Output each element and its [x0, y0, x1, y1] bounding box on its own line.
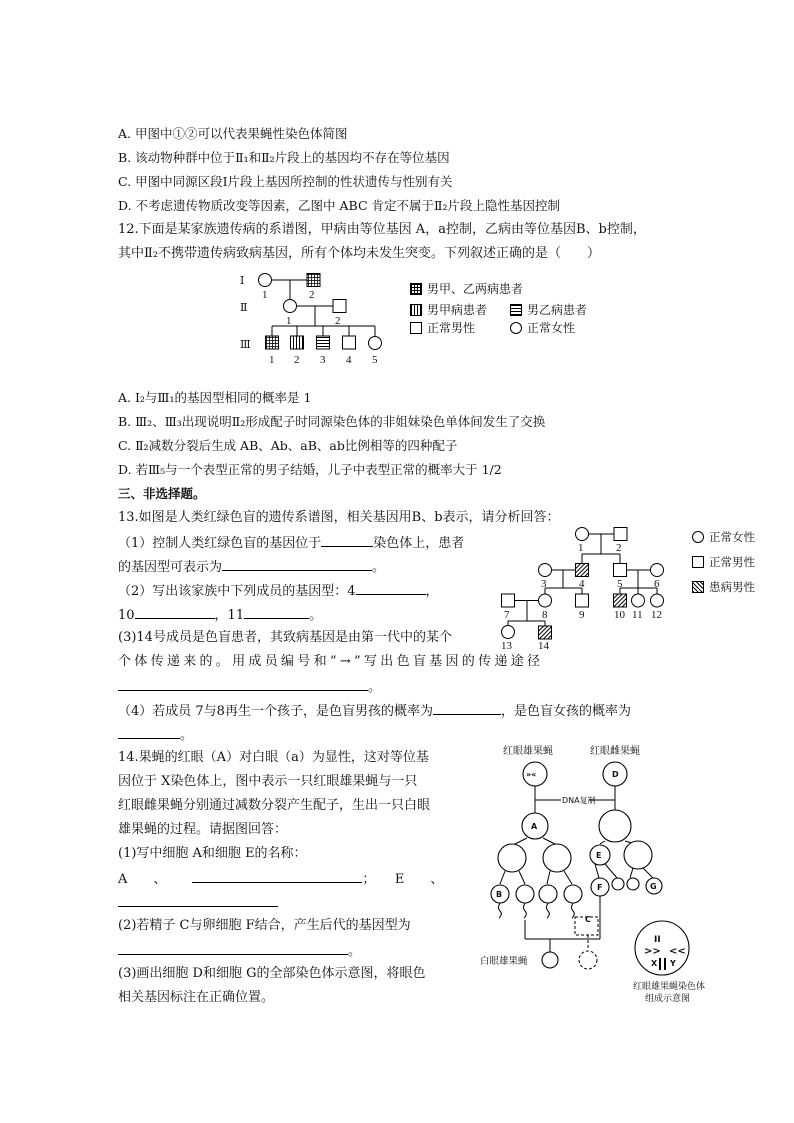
- svg-text:II: II: [654, 935, 661, 945]
- q13-answer-genotype[interactable]: [222, 557, 372, 571]
- q13-legend-normal-female: [692, 529, 755, 545]
- q13-p1-text-c: 的基因型可表示为: [118, 560, 223, 575]
- q13-answer-4[interactable]: [356, 581, 426, 595]
- q14-part2: (2)若精子 C与卵细胞 F结合，产生后代的基因型为: [118, 918, 411, 933]
- gen-label-II: Ⅱ: [240, 302, 248, 314]
- q13-stem: 13.如图是人类红绿色盲的遗传系谱图，相关基因用B、b表示，请分析回答：: [118, 510, 560, 525]
- q14-answer-genotype[interactable]: [118, 941, 348, 955]
- q13-p2-text-a: （2）写出该家族中下列成员的基因型：4: [118, 584, 356, 599]
- x-chrom-label: X: [651, 959, 658, 968]
- q12-legend-normal-female: [510, 319, 575, 336]
- q13-p1-text-b: 染色体上，患者: [373, 536, 465, 551]
- cell-e-label: E: [596, 851, 602, 860]
- spermatid-2: [516, 885, 534, 903]
- q14-part1-line2: [118, 893, 278, 913]
- dna-replication-label: DNA复制: [562, 796, 596, 805]
- I1-label: 1: [262, 289, 268, 301]
- q12-option-b: B. Ⅲ₂、Ⅲ₃出现说明Ⅱ₂形成配子时同源染色体的非姐妹染色单体间发生了交换: [118, 414, 546, 429]
- III4-label: 4: [346, 354, 352, 366]
- q11-option-b: B. 该动物种群中位于Ⅱ₁和Ⅱ₂片段上的基因均不存在等位基因: [118, 150, 450, 165]
- polar-body-1: [612, 878, 624, 890]
- q13-p1-text-a: （1）控制人类红绿色盲的基因位于: [118, 536, 322, 551]
- ind9-male: [576, 594, 589, 607]
- first-polar-body: [624, 841, 652, 869]
- q14-part1: (1)写中细胞 A和细胞 E的名称：: [118, 846, 307, 861]
- q11-option-c: C. 甲图中同源区段Ⅰ片段上基因所控制的性状遗传与性别有关: [118, 174, 453, 189]
- q13-part2-line1: [118, 581, 439, 601]
- karyotype-caption-2: 组成示意图: [645, 994, 691, 1004]
- III2-label: 2: [294, 354, 300, 366]
- q13-part1-line2: [118, 557, 385, 577]
- ind6-label: 6: [654, 578, 660, 590]
- legend-both-label: 男甲、乙两病患者: [427, 282, 524, 296]
- I2-male-both: [307, 274, 320, 287]
- q13-legend-male-label: 正常男性: [709, 555, 755, 569]
- q13-p1-end: 。: [372, 560, 386, 575]
- svg-text:<<: <<: [669, 946, 686, 957]
- ind3-label: 3: [541, 578, 547, 590]
- spermatid-3: [539, 885, 557, 903]
- normal-male-symbol: [692, 556, 704, 568]
- q13-p3-end: 。: [368, 680, 382, 695]
- ind14-label: 14: [538, 640, 549, 652]
- sperm-b: [499, 903, 502, 918]
- polar-body-2: [627, 878, 639, 890]
- secondary-spermatocyte-1: [498, 844, 526, 872]
- q13-p2-text-b: ，: [425, 584, 439, 599]
- dashed-zygote: [579, 951, 597, 969]
- ind8-female: [539, 594, 552, 607]
- female-primary-oocyte: [599, 810, 631, 842]
- normal-female-symbol: [510, 322, 522, 334]
- q14-stem-line3: 红眼雌果蝇分别通过减数分裂产生配子，生出一只白眼: [118, 798, 431, 813]
- legend-yi-label: 男乙病患者: [527, 303, 588, 317]
- q13-part1-line1: [118, 533, 464, 553]
- q13-answer-path[interactable]: [118, 677, 368, 691]
- q14-stem-line1: 14.果蝇的红眼（A）对白眼（a）为显性，这对等位基: [118, 750, 429, 765]
- ind2-male: [614, 528, 627, 541]
- II1-label: 1: [286, 315, 292, 327]
- q13-part4-line1: [118, 701, 631, 721]
- sperm-c: [572, 903, 575, 918]
- II1-female: [284, 300, 297, 313]
- II2-male: [333, 300, 346, 313]
- ind8-label: 8: [542, 609, 548, 621]
- q12-stem-line1: 12.下面是某家族遗传病的系谱图，甲病由等位基因 A，a控制，乙病由等位基因B、b控制，: [118, 222, 646, 237]
- svg-text:»«: »«: [526, 770, 537, 779]
- secondary-spermatocyte-2: [543, 844, 571, 872]
- jia-disease-symbol: [410, 304, 422, 316]
- ind4-label: 4: [579, 578, 585, 590]
- ind2-label: 2: [616, 542, 622, 554]
- q12-legend-yi: [510, 301, 587, 318]
- q13-answer-boy[interactable]: [433, 701, 501, 715]
- III1-label: 1: [269, 354, 275, 366]
- q14-answer-a[interactable]: [192, 869, 362, 883]
- q14-answer-e[interactable]: [118, 893, 278, 907]
- q14-p2-end: 。: [348, 944, 362, 959]
- cell-d-label: D: [612, 770, 619, 779]
- sperm-3: [547, 903, 550, 918]
- q11-option-d: D. 不考虑遗传物质改变等因素，乙图中 ABC 肯定不属于Ⅱ₂片段上隐性基因控制: [118, 198, 560, 213]
- q14-meiosis-diagram: [475, 742, 720, 1012]
- ind1-label: 1: [578, 542, 584, 554]
- q13-part3-line2: 个体传递来的。用成员编号和“→”写出色盲基因的传递途径: [118, 654, 544, 669]
- section-3-heading: 三、非选择题。: [118, 486, 206, 501]
- cell-a-label: A: [531, 822, 538, 831]
- q13-p2-text-c: 10: [118, 608, 135, 623]
- ind13-female: [502, 626, 515, 639]
- q13-part3-line1: (3)14号成员是色盲患者，其致病基因是由第一代中的某个: [118, 630, 452, 645]
- q13-legend-female-label: 正常女性: [709, 530, 755, 544]
- q11-option-a: A. 甲图中①②可以代表果蝇性染色体简图: [118, 126, 348, 141]
- q13-pedigree-diagram: [490, 522, 680, 652]
- q13-p2-text-d: ，11: [214, 608, 245, 623]
- q14-part1-answers: [118, 869, 443, 889]
- cell-f-label: F: [597, 883, 603, 892]
- III2-male-jia: [291, 336, 304, 349]
- karyotype-caption-1: 红眼雄果蝇染色体: [633, 982, 706, 992]
- ind10-affected-male: [614, 594, 627, 607]
- q14-label-a: A 、: [118, 872, 167, 887]
- gen-label-I: Ⅰ: [240, 275, 245, 287]
- q14-stem-line4: 雄果蝇的过程。请据图回答：: [118, 822, 288, 837]
- legend-normal-female-label: 正常女性: [527, 321, 576, 335]
- affected-male-symbol: [692, 581, 704, 593]
- legend-jia-label: 男甲病患者: [427, 303, 488, 317]
- cell-g-label: G: [650, 882, 657, 891]
- q13-legend-normal-male: [692, 554, 755, 570]
- y-chrom-label: Y: [670, 959, 676, 968]
- ind12-label: 12: [651, 609, 662, 621]
- ind7-label: 7: [504, 609, 510, 621]
- q13-legend-affected-label: 患病男性: [709, 580, 755, 594]
- III5-label: 5: [372, 354, 378, 366]
- III5-female: [369, 337, 382, 350]
- q12-option-a: A. Ⅰ₂与Ⅲ₁的基因型相同的概率是 1: [118, 390, 312, 405]
- q13-p2-end: 。: [309, 608, 323, 623]
- q14-stem-line2: 因位于 X染色体上，图中表示一只红眼雄果蝇与一只: [118, 774, 418, 789]
- ind11-female: [632, 594, 645, 607]
- svg-text:>>: >>: [644, 946, 661, 957]
- cell-b-label: B: [496, 890, 503, 899]
- q12-stem-line2: 其中Ⅱ₂不携带遗传病致病基因，所有个体均未发生突变。下列叙述正确的是（ ）: [118, 246, 601, 261]
- ind5-male: [614, 564, 627, 577]
- ind5-label: 5: [617, 578, 623, 590]
- yi-disease-symbol: [510, 304, 522, 316]
- q13-answer-10[interactable]: [135, 605, 215, 619]
- q13-legend-affected-male: [692, 579, 755, 595]
- q14-part3-line1: (3)画出细胞 D和细胞 G的全部染色体示意图，将眼色: [118, 966, 426, 981]
- q13-answer-girl[interactable]: [118, 725, 180, 739]
- q12-legend-jia: [410, 301, 487, 318]
- q12-pedigree-diagram: [230, 268, 400, 368]
- I1-female: [259, 274, 272, 287]
- spermatid-4: [564, 885, 582, 903]
- normal-female-symbol: [692, 531, 704, 543]
- q13-part4-line2: [118, 725, 193, 745]
- I2-label: 2: [309, 289, 315, 301]
- q12-legend-normal-male: [410, 319, 475, 336]
- ind1-female: [576, 528, 589, 541]
- q12-legend-both: [410, 280, 523, 297]
- ind13-label: 13: [501, 640, 512, 652]
- q13-answer-chromosome[interactable]: [321, 533, 373, 547]
- gen-label-III: Ⅲ: [240, 339, 251, 351]
- ind7-male: [502, 594, 515, 607]
- normal-male-symbol: [410, 322, 422, 334]
- q14-label-e: ； E 、: [362, 872, 444, 887]
- q13-answer-11[interactable]: [244, 605, 309, 619]
- III3-male-yi: [317, 336, 330, 349]
- ind10-label: 10: [614, 609, 625, 621]
- ind9-label: 9: [579, 609, 585, 621]
- ind4-affected-male: [576, 564, 589, 577]
- legend-normal-male-label: 正常男性: [427, 321, 476, 335]
- q13-part3-line3: [118, 677, 381, 697]
- III4-male: [343, 336, 356, 349]
- white-eyed-male-label: 白眼雄果蝇: [480, 956, 528, 967]
- both-diseases-symbol: [410, 283, 422, 295]
- q13-p4-end: 。: [180, 728, 194, 743]
- q14-part3-line2: 相关基因标注在正确位置。: [118, 990, 275, 1005]
- q13-p4-text-a: （4）若成员 7与8再生一个孩子，是色盲男孩的概率为: [118, 704, 433, 719]
- q12-option-d: D. 若Ⅲ₅与一个表型正常的男子结婚，儿子中表型正常的概率大于 1/2: [118, 462, 502, 477]
- female-fly-label: 红眼雌果蝇: [590, 746, 640, 757]
- q13-p4-text-b: ，是色盲女孩的概率为: [500, 704, 631, 719]
- ind3-female: [539, 564, 552, 577]
- sperm-2: [524, 903, 527, 918]
- III3-label: 3: [320, 354, 326, 366]
- q12-option-c: C. Ⅱ₂减数分裂后生成 AB、Ab、aB、ab比例相等的四种配子: [118, 438, 458, 453]
- q14-part2-line2: [118, 941, 361, 961]
- ind11-label: 11: [632, 609, 643, 621]
- cell-c-label: C: [585, 915, 591, 924]
- III1-male-both: [266, 336, 279, 349]
- male-fly-label: 红眼雄果蝇: [503, 746, 553, 757]
- II2-label: 2: [335, 315, 341, 327]
- white-eyed-male-zygote: [542, 952, 558, 968]
- ind14-affected-male: [539, 626, 552, 639]
- ind6-female: [651, 564, 664, 577]
- q13-part2-line2: [118, 605, 322, 625]
- ind12-female: [651, 594, 664, 607]
